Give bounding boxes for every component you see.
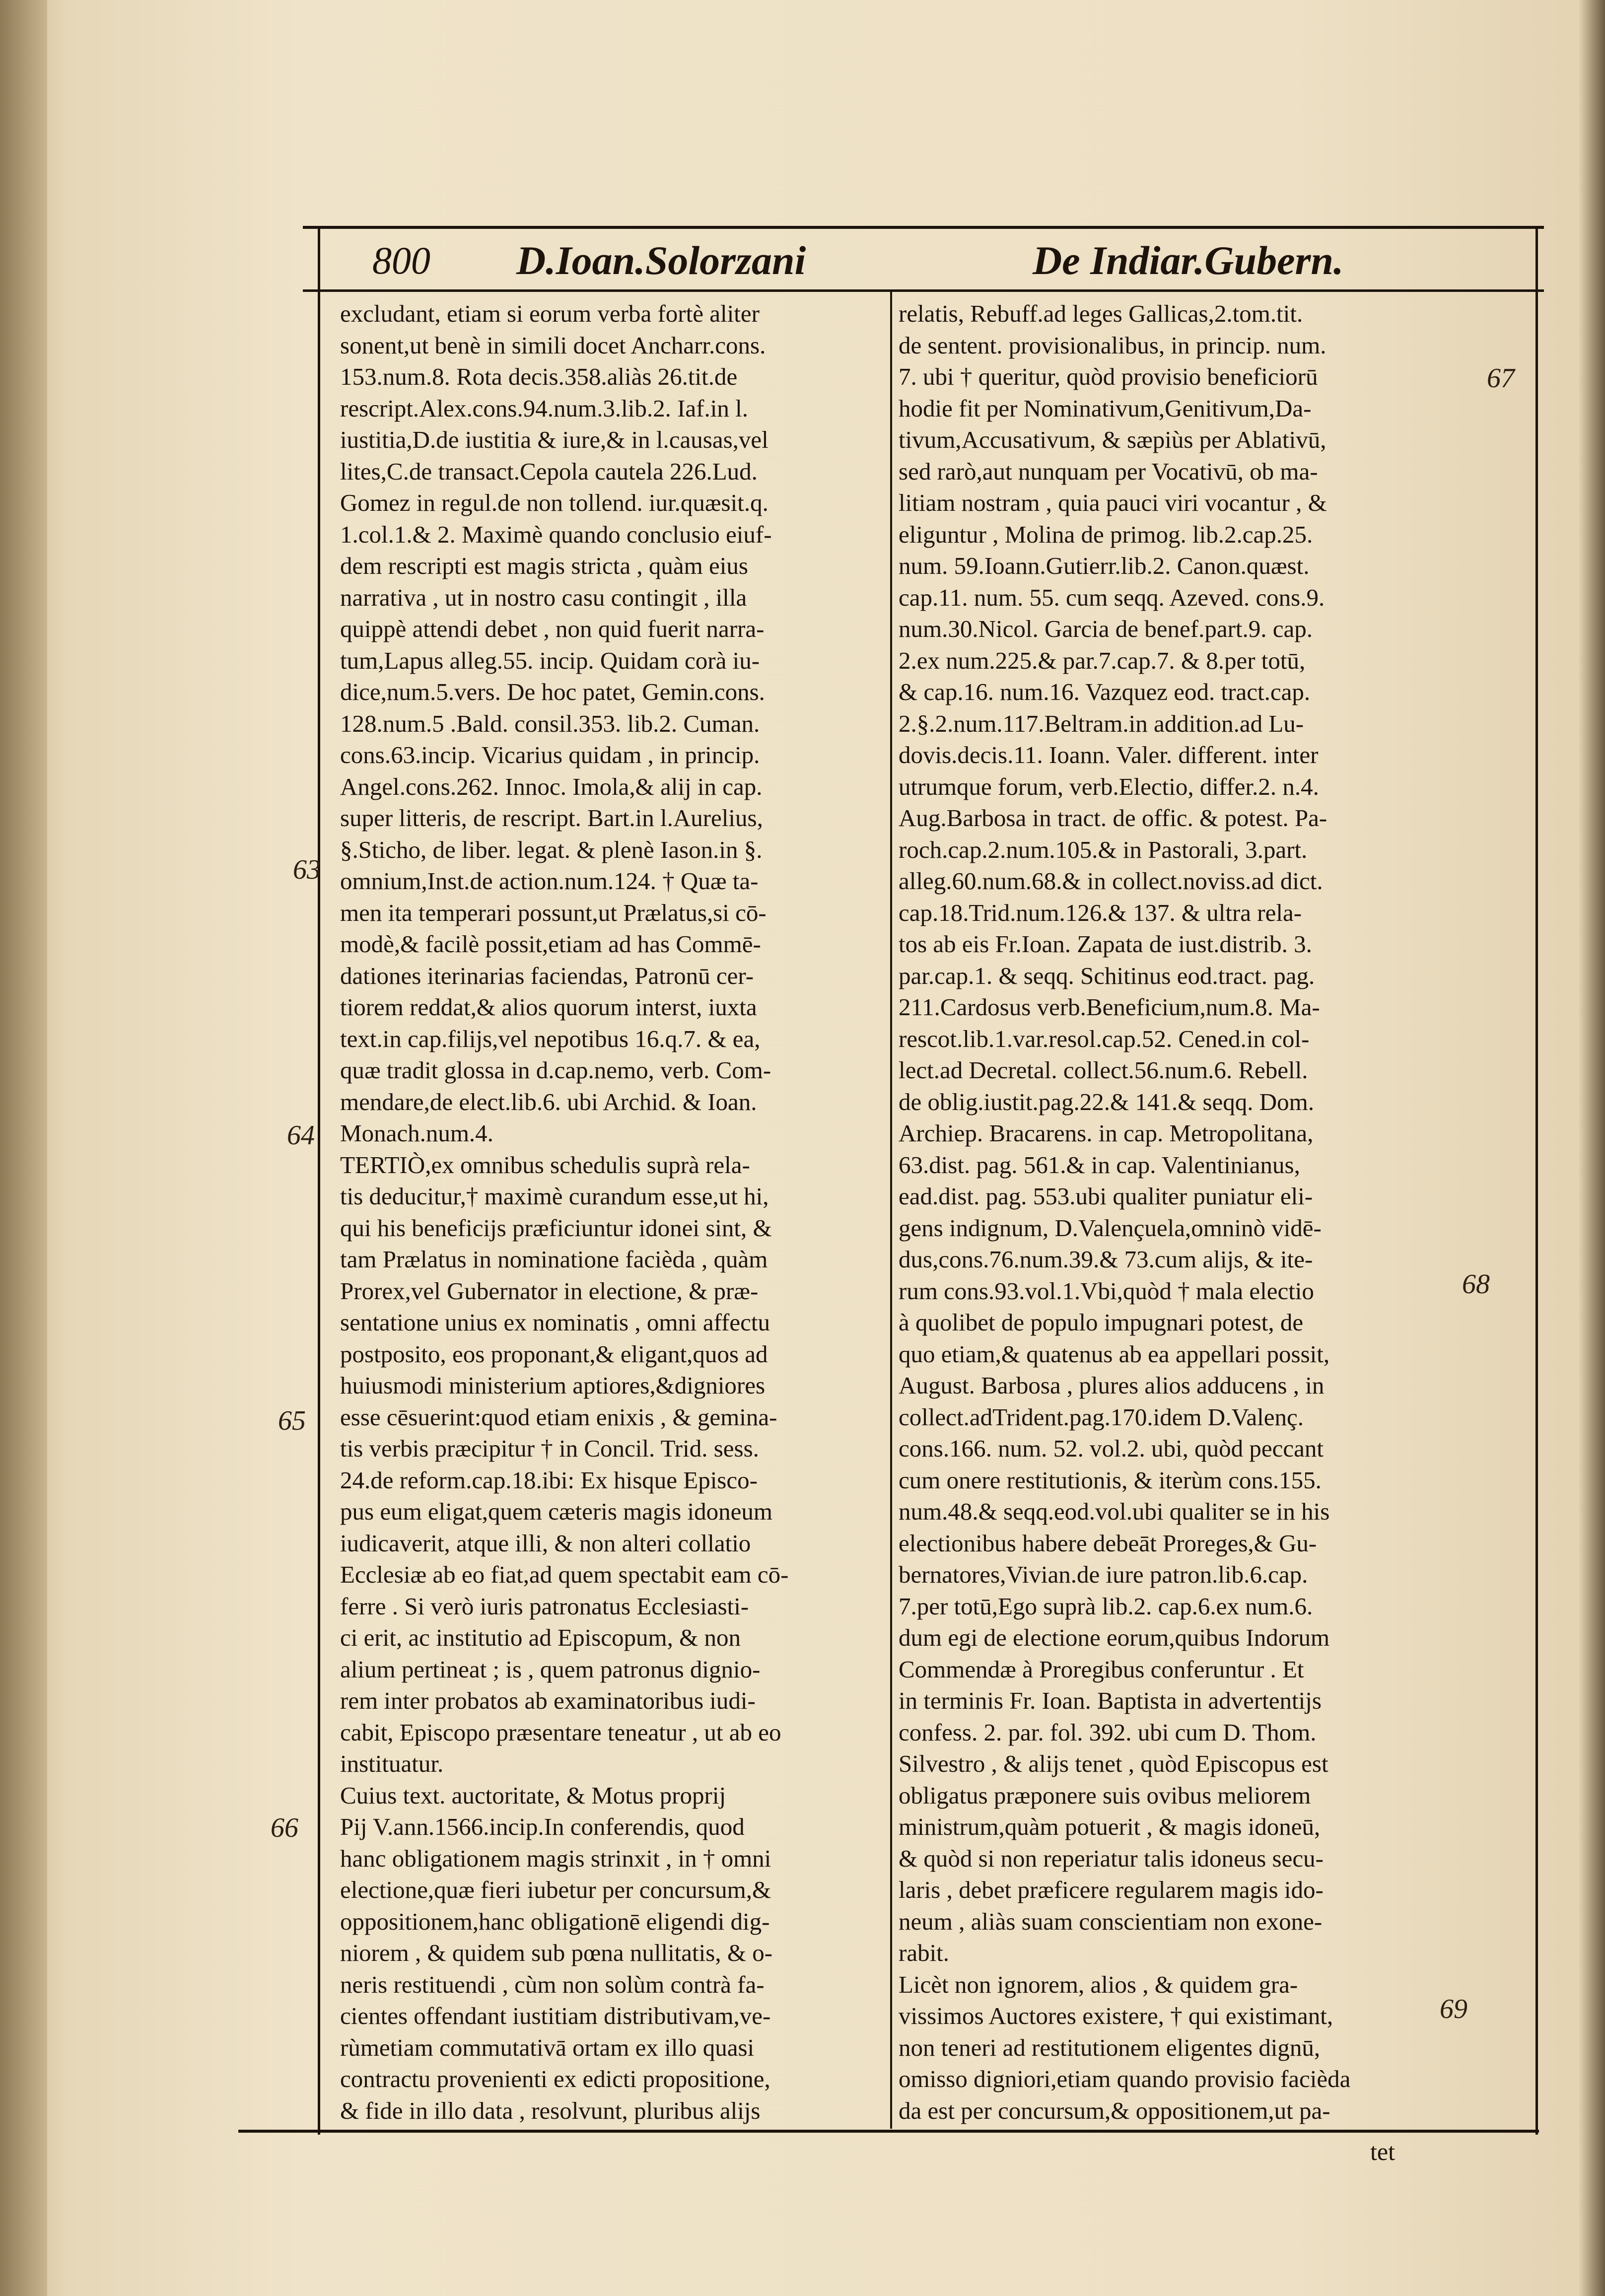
left-text-column [340, 298, 881, 2126]
margin-number: 69 [1440, 1994, 1467, 2024]
text-line: tiorem reddat,& alios quorum interst, iuxta [340, 993, 757, 1021]
text-line: postposito, eos proponant,& eligant,quos ad [340, 1340, 768, 1368]
text-line: rùmetiam commutativā ortam ex illo quasi [340, 2033, 755, 2061]
text-line: vissimos Auctores existere, † qui existimant, [899, 2002, 1333, 2029]
text-line: iustitia,D.de iustitia & iure,& in l.causas,vel [340, 426, 768, 453]
text-line: mendare,de elect.lib.6. ubi Archid. & Ioan. [340, 1088, 757, 1115]
text-line: 24.de reform.cap.18.ibi: Ex hisque Episco- [340, 1466, 758, 1494]
text-line: quippè attendi debet , non quid fuerit narra- [340, 615, 765, 642]
text-line: quæ tradit glossa in d.cap.nemo, verb. Com- [340, 1056, 771, 1084]
text-line: Cuius text. auctoritate, & Motus proprij [340, 1781, 726, 1809]
text-line: 7.per totū,Ego suprà lib.2. cap.6.ex num.6. [899, 1592, 1313, 1620]
text-line: tos ab eis Fr.Ioan. Zapata de iust.distrib. 3. [899, 930, 1312, 958]
text-line: dovis.decis.11. Ioann. Valer. different. inter [899, 741, 1319, 768]
text-line: Aug.Barbosa in tract. de offic. & potest. Pa- [899, 804, 1327, 832]
text-line: alleg.60.num.68.& in collect.noviss.ad dict. [899, 867, 1323, 895]
text-line: dus,cons.76.num.39.& 73.cum alijs, & ite- [899, 1246, 1313, 1273]
text-line: tam Prælatus in nominatione facièda , quàm [340, 1246, 768, 1273]
text-line: alium pertineat ; is , quem patronus dignio- [340, 1655, 761, 1683]
text-line: & quòd si non reperiatur talis idoneus secu- [899, 1844, 1324, 1872]
text-line: lect.ad Decretal. collect.56.num.6. Rebell. [899, 1056, 1308, 1084]
text-line: 128.num.5 .Bald. consil.353. lib.2. Cuman. [340, 709, 760, 737]
header-rule-top [303, 226, 1544, 229]
text-line: excludant, etiam si eorum verba fortè aliter [340, 300, 760, 327]
column-divider [890, 292, 892, 2129]
right-text-column [899, 298, 1455, 2158]
text-line: tum,Lapus alleg.55. incip. Quidam corà iu- [340, 646, 760, 674]
text-line: confess. 2. par. fol. 392. ubi cum D. Thom. [899, 1718, 1317, 1746]
text-line: tis deducitur,† maximè curandum esse,ut hi, [340, 1183, 769, 1210]
text-line: huiusmodi ministerium aptiores,&digniores [340, 1372, 766, 1399]
text-line: §.Sticho, de liber. legat. & plenè Iason.in §. [340, 835, 763, 863]
text-line: dum egi de electione eorum,quibus Indorum [899, 1624, 1330, 1651]
text-line: cons.166. num. 52. vol.2. ubi, quòd peccant [899, 1435, 1324, 1462]
text-line: sonent,ut benè in simili docet Ancharr.cons. [340, 331, 766, 359]
text-line: num. 59.Ioann.Gutierr.lib.2. Canon.quæst. [899, 552, 1310, 579]
text-line: num.30.Nicol. Garcia de benef.part.9. cap. [899, 615, 1313, 642]
text-line: omisso digniori,etiam quando provisio facièda [899, 2065, 1351, 2092]
text-line: 1.col.1.& 2. Maximè quando conclusio eiuf- [340, 520, 772, 548]
text-line: quo etiam,& quatenus ab ea appellari possit, [899, 1340, 1330, 1368]
text-line: neris restituendi , cùm non solùm contrà fa- [340, 1970, 765, 1998]
text-line: contractu provenienti ex edicti propositione, [340, 2065, 770, 2092]
text-line: 63.dist. pag. 561.& in cap. Valentinianus, [899, 1151, 1300, 1179]
text-line: de sentent. provisionalibus, in princip. num. [899, 331, 1326, 359]
text-line: 153.num.8. Rota decis.358.aliàs 26.tit.de [340, 363, 738, 390]
text-line: 2.§.2.num.117.Beltram.in addition.ad Lu- [899, 709, 1304, 737]
text-line: Monach.num.4. [340, 1119, 493, 1147]
text-line: oppositionem,hanc obligationē eligendi dig- [340, 1907, 770, 1935]
text-line: gens indignum, D.Valençuela,omninò vidē- [899, 1214, 1322, 1242]
frame-right [1535, 228, 1538, 2135]
text-line: & cap.16. num.16. Vazquez eod. tract.cap. [899, 678, 1311, 705]
margin-number: 64 [287, 1120, 315, 1151]
running-title: De Indiar.Gubern. [1033, 238, 1344, 283]
text-line: litiam nostram , quia pauci viri vocantur , & [899, 489, 1327, 516]
text-line: August. Barbosa , plures alios adducens , in [899, 1372, 1325, 1399]
text-line: collect.adTrident.pag.170.idem D.Valenç. [899, 1403, 1304, 1431]
text-line: roch.cap.2.num.105.& in Pastorali, 3.part. [899, 835, 1308, 863]
text-line: instituatur. [340, 1750, 444, 1777]
text-line: esse cēsuerint:quod etiam enixis , & gemina- [340, 1403, 777, 1431]
text-line: ferre . Si verò iuris patronatus Ecclesiasti- [340, 1592, 749, 1620]
text-line: dice,num.5.vers. De hoc patet, Gemin.cons. [340, 678, 765, 705]
text-line: rescript.Alex.cons.94.num.3.lib.2. Iaf.in l. [340, 394, 748, 422]
text-line: qui his beneficijs præficiuntur idonei sint, & [340, 1214, 772, 1242]
text-line: modè,& facilè possit,etiam ad has Commē- [340, 930, 761, 958]
text-line: & fide in illo data , resolvunt, pluribus alijs [340, 2096, 761, 2124]
text-line: rem inter probatos ab examinatoribus iudi- [340, 1687, 756, 1714]
text-line: in terminis Fr. Ioan. Baptista in advertentijs [899, 1687, 1322, 1714]
text-line: Commendæ à Proregibus conferuntur . Et [899, 1655, 1304, 1683]
margin-number: 68 [1462, 1269, 1490, 1300]
running-author: D.Ioan.Solorzani [516, 238, 806, 283]
text-line: cientes offendant iustitiam distributivam,ve- [340, 2002, 771, 2029]
text-line: cap.11. num. 55. cum seqq. Azeved. cons.9. [899, 583, 1325, 611]
text-line: tis verbis præcipitur † in Concil. Trid. sess. [340, 1435, 759, 1462]
margin-number: 63 [293, 854, 321, 885]
text-line: ci erit, ac institutio ad Episcopum, & non [340, 1624, 741, 1651]
text-line: cabit, Episcopo præsentare teneatur , ut ab eo [340, 1718, 781, 1746]
text-line: hanc obligationem magis strinxit , in † omni [340, 1844, 771, 1872]
text-line: Gomez in regul.de non tollend. iur.quæsit.q. [340, 489, 768, 516]
text-line: niorem , & quidem sub pœna nullitatis, & o- [340, 1939, 773, 1966]
text-line: omnium,Inst.de action.num.124. † Quæ ta- [340, 867, 759, 895]
text-line: par.cap.1. & seqq. Schitinus eod.tract. pag. [899, 962, 1315, 989]
text-line: dationes iterinarias faciendas, Patronū cer- [340, 962, 754, 989]
text-line: 7. ubi † queritur, quòd provisio beneficiorū [899, 363, 1318, 390]
text-line: bernatores,Vivian.de iure patron.lib.6.cap. [899, 1561, 1308, 1588]
text-line: TERTIÒ,ex omnibus schedulis suprà rela- [340, 1151, 750, 1179]
text-line: ead.dist. pag. 553.ubi qualiter puniatur eli- [899, 1183, 1313, 1210]
text-line: obligatus præponere suis ovibus meliorem [899, 1781, 1311, 1809]
text-line: tivum,Accusativum, & sæpiùs per Ablativū, [899, 426, 1326, 453]
text-line: eliguntur , Molina de primog. lib.2.cap.25. [899, 520, 1313, 548]
text-line: da est per concursum,& oppositionem,ut pa- [899, 2096, 1330, 2124]
margin-number: 67 [1487, 363, 1515, 394]
text-line: dem rescripti est magis stricta , quàm eius [340, 552, 748, 579]
text-line: 2.ex num.225.& par.7.cap.7. & 8.per totū, [899, 646, 1306, 674]
text-line: utrumque forum, verb.Electio, differ.2. n.4. [899, 772, 1319, 800]
margin-number: 65 [278, 1405, 306, 1436]
text-line: laris , debet præficere regularem magis ido- [899, 1876, 1324, 1903]
binding-shadow [0, 0, 47, 2296]
text-line: de oblig.iustit.pag.22.& 141.& seqq. Dom. [899, 1088, 1315, 1115]
text-line: num.48.& seqq.eod.vol.ubi qualiter se in his [899, 1498, 1330, 1525]
text-line: pus eum eligat,quem cæteris magis idoneum [340, 1498, 772, 1525]
text-line: narrativa , ut in nostro casu contingit , illa [340, 583, 747, 611]
text-line: men ita temperari possunt,ut Prælatus,si cō- [340, 899, 767, 926]
text-line: Licèt non ignorem, alios , & quidem gra- [899, 1970, 1298, 1998]
text-line: electione,quæ fieri iubetur per concursum,& [340, 1876, 771, 1903]
text-line: text.in cap.filijs,vel nepotibus 16.q.7. & ea, [340, 1025, 761, 1052]
text-line: cum onere restitutionis, & iterùm cons.155. [899, 1466, 1322, 1494]
text-line: cap.18.Trid.num.126.& 137. & ultra rela- [899, 899, 1302, 926]
text-line: rescot.lib.1.var.resol.cap.52. Cened.in col- [899, 1025, 1310, 1052]
text-line: Prorex,vel Gubernator in electione, & præ- [340, 1277, 759, 1305]
text-line: à quolibet de populo impugnari potest, de [899, 1309, 1304, 1336]
page-number: 800 [372, 239, 430, 282]
text-line: iudicaverit, atque illi, & non alteri collatio [340, 1529, 751, 1557]
text-line: Pij V.ann.1566.incip.In conferendis, quod [340, 1813, 745, 1840]
text-line: Archiep. Bracarens. in cap. Metropolitana, [899, 1119, 1314, 1147]
text-line: lites,C.de transact.Cepola cautela 226.Lud. [340, 457, 758, 485]
header-rule-bottom [303, 289, 1544, 292]
margin-number: 66 [271, 1812, 298, 1843]
text-line: 211.Cardosus verb.Beneficium,num.8. Ma- [899, 993, 1320, 1021]
text-line: rabit. [899, 1939, 950, 1966]
text-line: super litteris, de rescript. Bart.in l.Aurelius, [340, 804, 763, 832]
text-line: Angel.cons.262. Innoc. Imola,& alij in cap. [340, 772, 763, 800]
text-line: hodie fit per Nominativum,Genitivum,Da- [899, 394, 1312, 422]
text-line: relatis, Rebuff.ad leges Gallicas,2.tom.tit. [899, 300, 1303, 327]
page-edge [1579, 0, 1605, 2296]
text-line: neum , aliàs suam conscientiam non exone- [899, 1907, 1323, 1935]
text-line: Silvestro , & alijs tenet , quòd Episcopus est [899, 1750, 1328, 1777]
text-line: electionibus habere debeāt Proreges,& Gu- [899, 1529, 1317, 1557]
text-line: non teneri ad restitutionem eligentes dignū, [899, 2033, 1321, 2061]
frame-left [318, 228, 320, 2135]
text-line: Ecclesiæ ab eo fiat,ad quem spectabit eam cō- [340, 1561, 789, 1588]
text-line: sentatione unius ex nominatis , omni affectu [340, 1309, 770, 1336]
text-line: ministrum,quàm potuerit , & magis idoneū, [899, 1813, 1321, 1840]
text-line: rum cons.93.vol.1.Vbi,quòd † mala electio [899, 1277, 1314, 1305]
catchword: tet [1370, 2138, 1395, 2165]
text-line: sed rarò,aut nunquam per Vocativū, ob ma- [899, 457, 1318, 485]
text-line: cons.63.incip. Vicarius quidam , in princip. [340, 741, 760, 768]
